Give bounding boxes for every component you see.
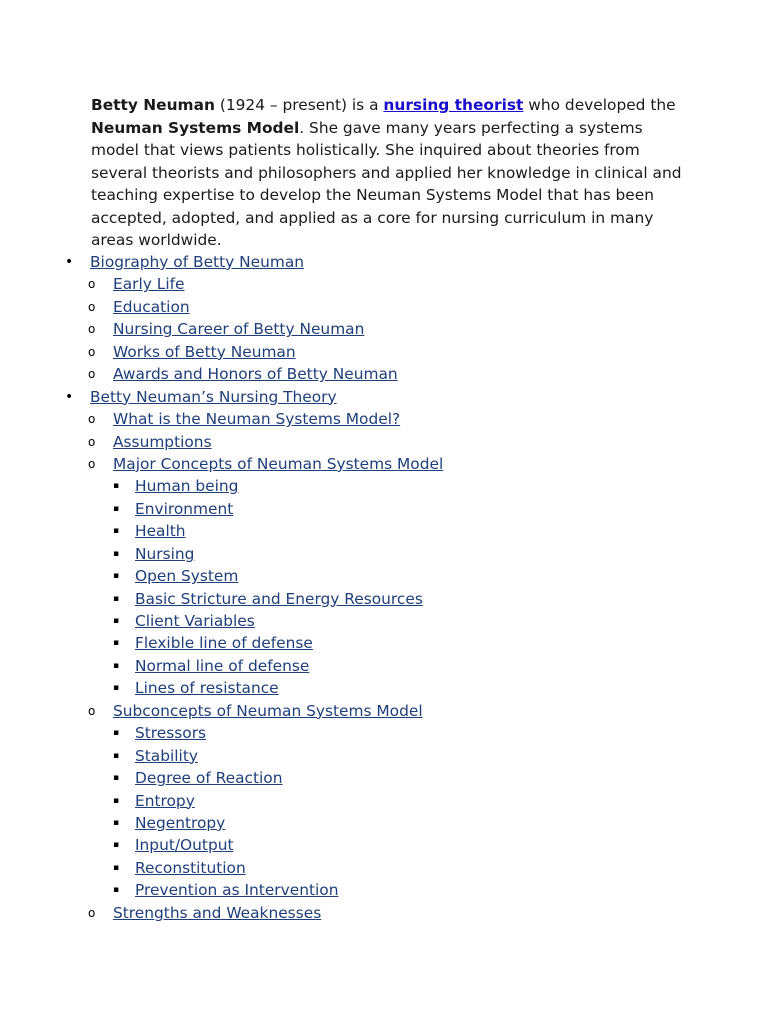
intro-years: (1924 – present) is a — [214, 96, 384, 114]
toc-link[interactable]: Basic Stricture and Energy Resources — [135, 589, 423, 608]
toc-item-assumptions — [0, 431, 768, 453]
square-marker: ▪ — [113, 503, 120, 514]
toc-link[interactable]: Stressors — [135, 724, 207, 743]
toc-link[interactable]: Awards and Honors of Betty Neuman — [113, 365, 398, 384]
square-marker: ▪ — [113, 616, 120, 626]
toc-link[interactable]: Open System — [135, 567, 239, 586]
intro-paragraph — [91, 94, 691, 252]
bullet-marker: • — [65, 254, 74, 270]
toc-link[interactable]: Human being — [135, 477, 239, 496]
toc-link[interactable]: Reconstitution — [135, 858, 246, 877]
toc-item-degree-reaction — [0, 767, 768, 789]
toc-item-lines-resistance — [0, 677, 768, 699]
toc-link[interactable]: Lines of resistance — [135, 679, 279, 698]
circle-marker: o — [88, 277, 96, 292]
nursing-theorist-link[interactable]: nursing theorist — [383, 96, 524, 114]
square-marker: ▪ — [113, 773, 120, 784]
toc-item-environment — [0, 498, 768, 520]
toc-item-awards — [0, 363, 768, 385]
toc-link[interactable]: Health — [135, 522, 186, 541]
toc-item-stability — [0, 745, 768, 767]
intro-after-link: who developed the — [523, 96, 676, 114]
toc-link[interactable]: Client Variables — [135, 612, 255, 630]
toc-link[interactable]: Prevention as Intervention — [135, 881, 339, 900]
toc-item-reconstitution — [0, 857, 768, 879]
square-marker: ▪ — [113, 750, 120, 761]
toc-item-subconcepts — [0, 700, 768, 722]
circle-marker: o — [88, 299, 96, 314]
square-marker: ▪ — [113, 481, 120, 492]
toc-link[interactable]: Subconcepts of Neuman Systems Model — [113, 701, 423, 720]
toc-item-entropy — [0, 790, 768, 812]
toc-link[interactable]: Environment — [135, 499, 234, 518]
toc-link[interactable]: Nursing — [135, 544, 195, 563]
toc-item-negentropy — [0, 812, 768, 834]
toc-link[interactable]: Early Life — [113, 275, 185, 294]
intro-rest: . She gave many years perfecting a systems model that views patients holistically. She inquired about theories from several theorists and philosophers and applied her knowledge in clinical and teaching expertise to develop the Neuman Systems Model that has been accepted, adopted, and applied as a core for nursing curriculum in many areas worldwide. — [91, 118, 682, 249]
model-name: Neuman Systems Model — [91, 118, 300, 137]
square-marker: ▪ — [113, 660, 120, 671]
square-marker: ▪ — [113, 683, 120, 694]
circle-marker: o — [88, 412, 96, 427]
toc-item-strengths — [0, 902, 768, 924]
circle-marker: o — [88, 905, 96, 920]
square-marker: ▪ — [113, 638, 120, 649]
toc-link[interactable]: Entropy — [135, 791, 195, 810]
toc-link[interactable]: Works of Betty Neuman — [113, 342, 296, 361]
toc-item-basic-structure — [0, 588, 768, 610]
toc-link[interactable]: Degree of Reaction — [135, 769, 283, 788]
toc-item-human-being — [0, 475, 768, 497]
toc-link[interactable]: Assumptions — [113, 432, 212, 451]
circle-marker: o — [88, 367, 96, 382]
square-marker: ▪ — [113, 526, 120, 537]
toc-item-works — [0, 341, 768, 363]
toc-link[interactable]: Strengths and Weaknesses — [113, 903, 322, 922]
toc-link[interactable]: Normal line of defense — [135, 656, 310, 675]
toc-link[interactable]: Betty Neuman’s Nursing Theory — [90, 387, 337, 406]
toc-link[interactable]: Education — [113, 297, 190, 316]
circle-marker: o — [88, 434, 96, 449]
circle-marker: o — [88, 322, 96, 337]
toc-item-education — [0, 296, 768, 318]
toc-item-nursing — [0, 543, 768, 565]
author-name: Betty Neuman — [91, 96, 215, 114]
toc-link[interactable]: What is the Neuman Systems Model? — [113, 410, 401, 429]
toc-item-client-variables — [0, 610, 768, 632]
toc-item-theory — [0, 386, 768, 408]
toc-item-prevention — [0, 879, 768, 901]
toc-item-major-concepts — [0, 453, 768, 475]
toc-item-stressors — [0, 722, 768, 744]
toc-link[interactable]: Nursing Career of Betty Neuman — [113, 320, 365, 339]
circle-marker: o — [88, 456, 96, 471]
square-marker: ▪ — [113, 862, 120, 873]
toc-item-what-is — [0, 408, 768, 430]
toc-item-nursing-career — [0, 318, 768, 340]
square-marker: ▪ — [113, 728, 120, 739]
toc-item-biography — [0, 251, 768, 273]
square-marker: ▪ — [113, 795, 120, 806]
circle-marker: o — [88, 703, 96, 718]
square-marker: ▪ — [113, 840, 120, 851]
toc-item-health — [0, 520, 768, 542]
toc-link[interactable]: Major Concepts of Neuman Systems Model — [113, 454, 444, 473]
toc-item-normal-line — [0, 655, 768, 677]
toc-link[interactable]: Stability — [135, 746, 198, 765]
toc-item-flexible-line — [0, 632, 768, 654]
square-marker: ▪ — [113, 548, 120, 559]
toc-item-open-system — [0, 565, 768, 587]
table-of-contents — [0, 251, 768, 924]
toc-link[interactable]: Biography of Betty Neuman — [90, 253, 305, 271]
toc-item-input-output — [0, 834, 768, 856]
toc-link[interactable]: Flexible line of defense — [135, 634, 313, 653]
toc-item-early-life — [0, 273, 768, 295]
toc-link[interactable]: Input/Output — [135, 836, 234, 855]
bullet-marker: • — [65, 388, 74, 405]
square-marker: ▪ — [113, 885, 120, 896]
circle-marker: o — [88, 344, 96, 359]
toc-link[interactable]: Negentropy — [135, 813, 226, 832]
square-marker: ▪ — [113, 571, 120, 582]
square-marker: ▪ — [113, 593, 120, 604]
square-marker: ▪ — [113, 817, 120, 828]
